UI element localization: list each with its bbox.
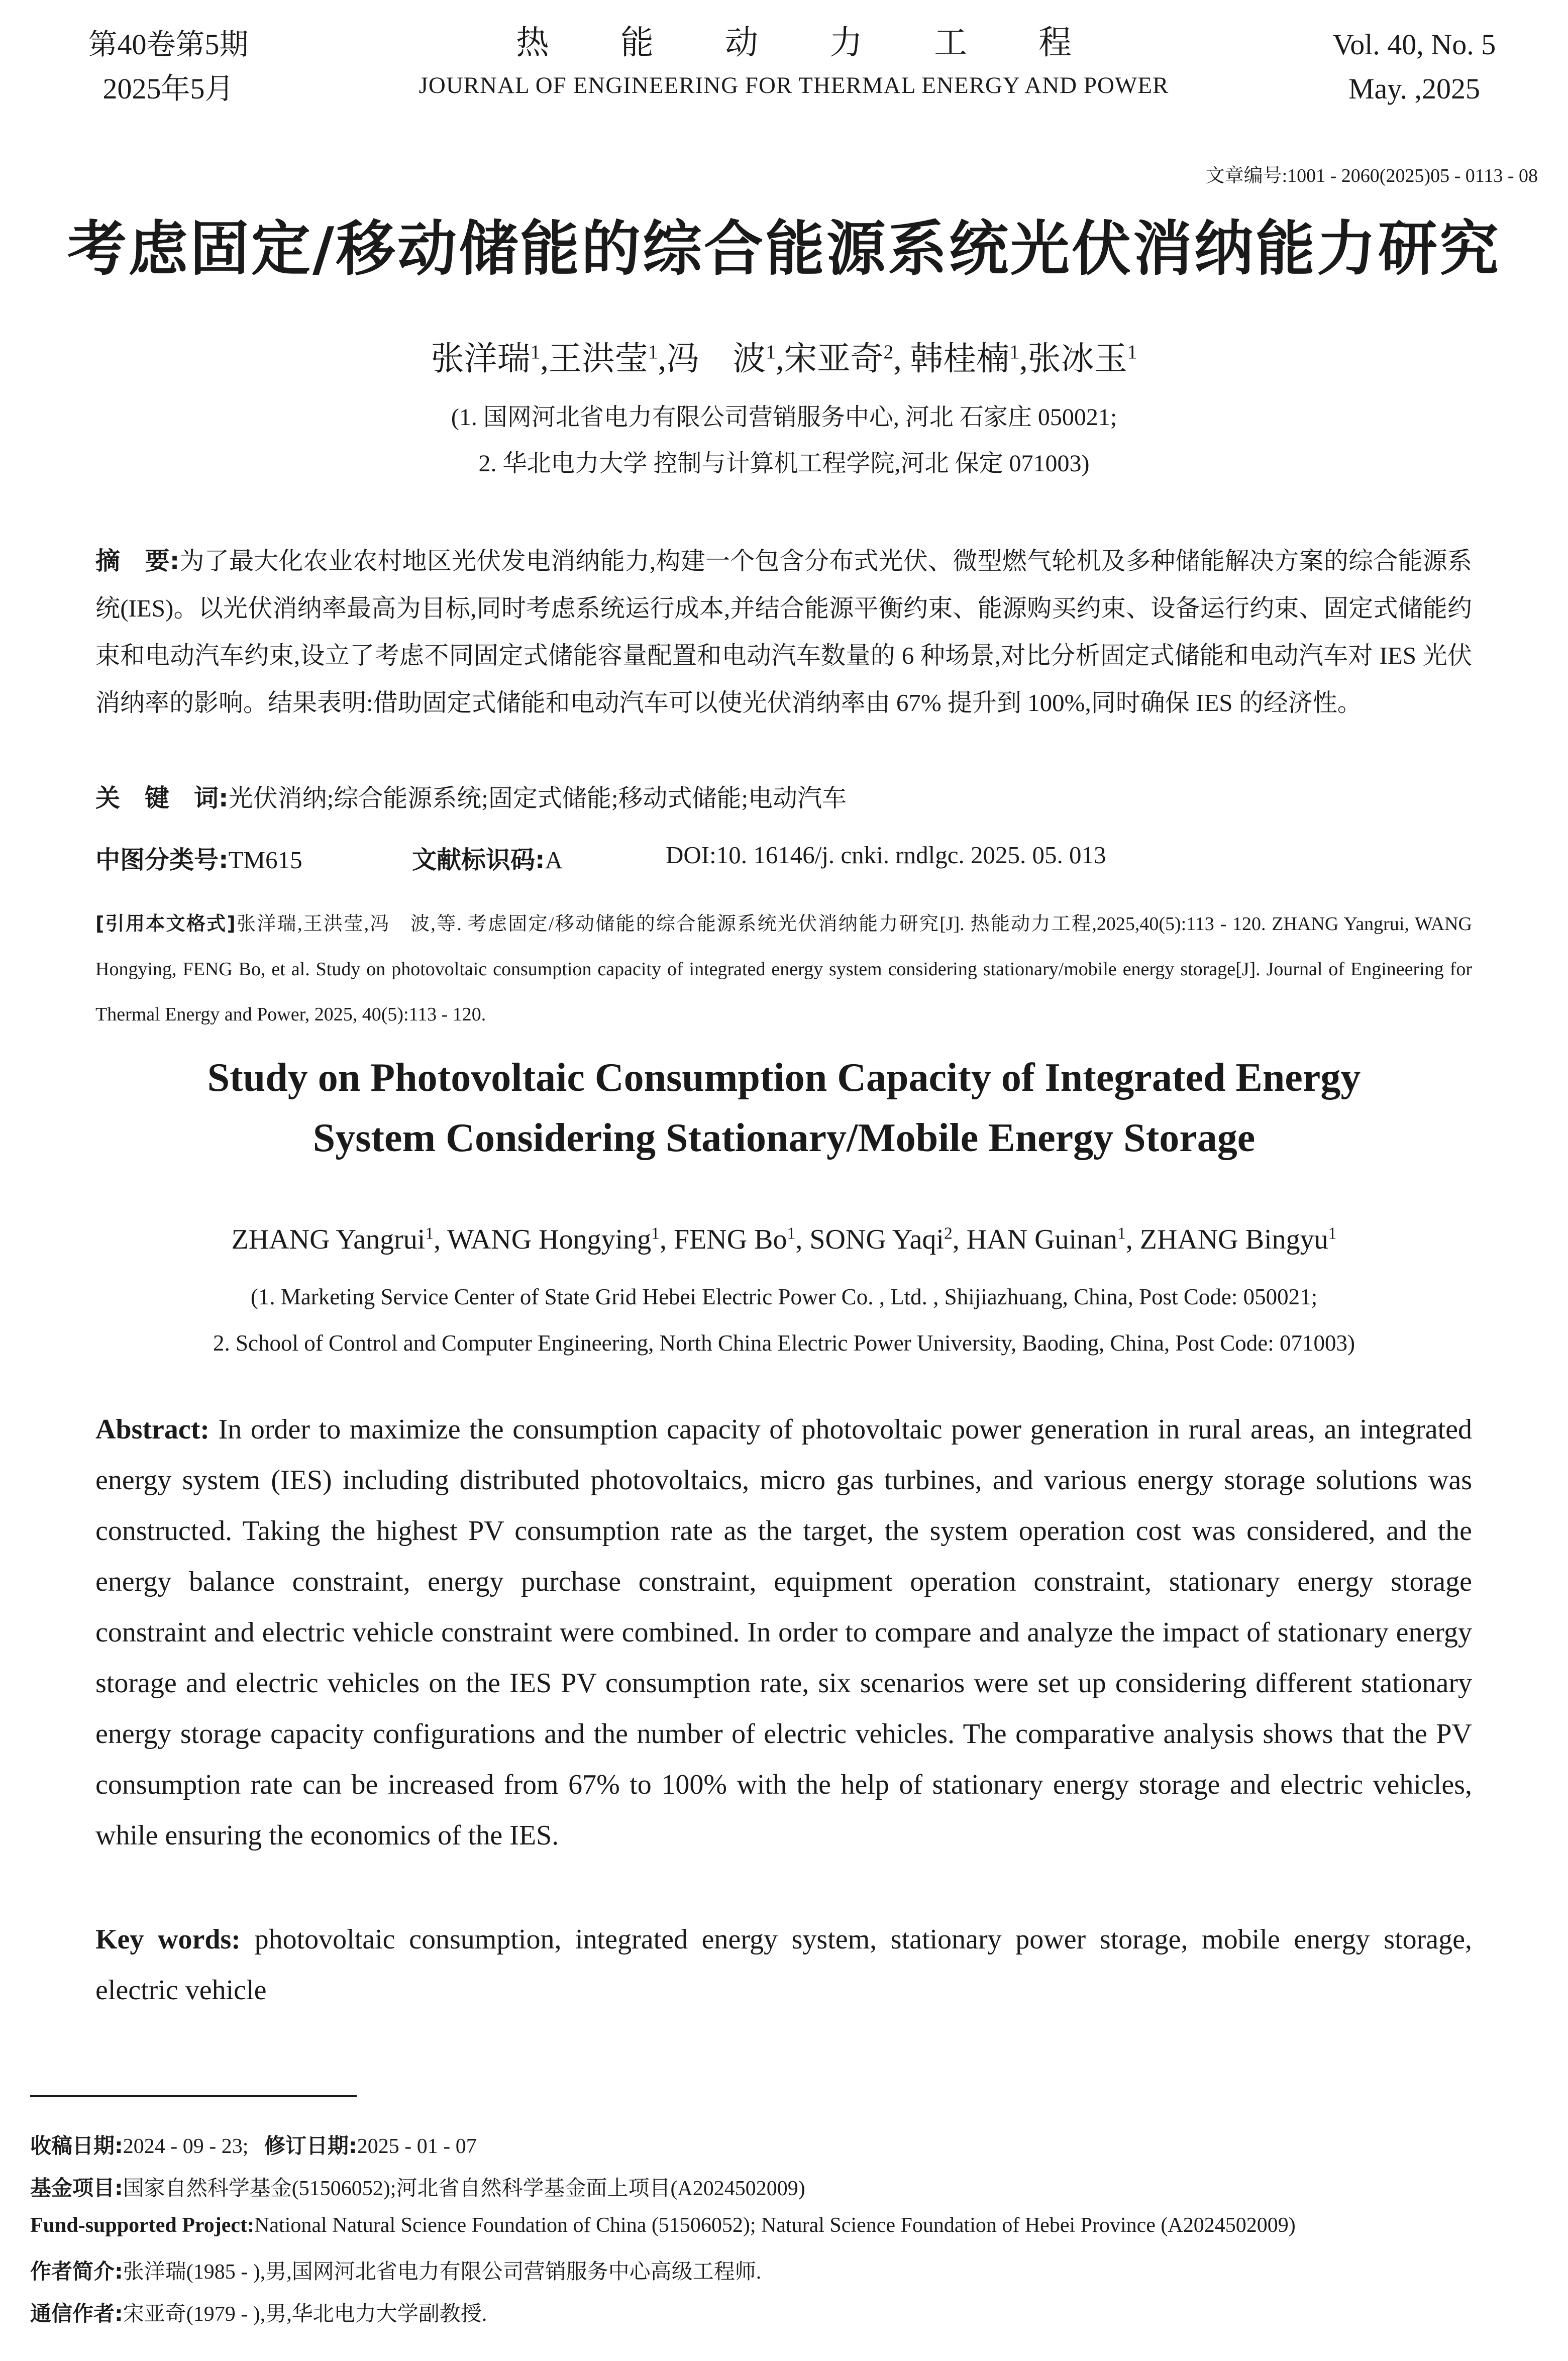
citation-label: [引用本文格式] xyxy=(95,912,236,935)
author-en: FENG Bo xyxy=(673,1224,787,1255)
doc-code-value: A xyxy=(545,846,563,874)
author-en: ZHANG Bingyu xyxy=(1139,1224,1328,1255)
author-bio xyxy=(30,2255,1547,2285)
abstract-en xyxy=(95,1404,1472,1861)
revised-label: 修订日期: xyxy=(264,2133,357,2158)
citation-text: 张洋瑞,王洪莹,冯 波,等. 考虑固定/移动储能的综合能源系统光伏消纳能力研究[J]. 热能动力工程,2025,40(5):113 - 120. ZHANG Yangrui, WANG Hongying, FENG Bo, et al. Study on photovoltaic consumption capacity of integrated energy system considering stationary/mobile energy storage[J]. Journal of Engineering for Thermal Energy and Power, 2025, 40(5):113 - 120. xyxy=(95,913,1472,1025)
author-cn: 宋亚奇 xyxy=(784,341,884,377)
author-cn: 张洋瑞 xyxy=(431,341,531,377)
affiliations-en xyxy=(0,1274,1568,1366)
author-en: WANG Hongying xyxy=(447,1224,652,1255)
journal-masthead xyxy=(362,20,1226,106)
abstract-cn-text: 为了最大化农业农村地区光伏发电消纳能力,构建一个包含分布式光伏、微型燃气轮机及多种储能解决方案的综合能源系统(IES)。以光伏消纳率最高为目标,同时考虑系统运行成本,并结合能源平衡约束、能源购买约束、设备运行约束、固定式储能约束和电动汽车约束,设立了考虑不同固定式储能容量配置和电动汽车数量的 6 种场景,对比分析固定式储能和电动汽车对 IES 光伏消纳率的影响。结果表明:借助固定式储能和电动汽车可以使光伏消纳率由 67% 提升到 100%,同时确保 IES 的经济性。 xyxy=(95,547,1472,716)
doc-code-label: 文献标识码: xyxy=(412,846,545,874)
authors-en: ZHANG Yangrui$^1$, WANG Hongying$^1$, FENG Bo$^1$, SONG Yaqi$^2$, HAN Guinan$^1$, ZHANG Bingyu$^1$ xyxy=(231,1224,1337,1255)
footnote-rule xyxy=(30,2095,357,2097)
doi: DOI:10. 16146/j. cnki. rndlgc. 2025. 05. 013 xyxy=(666,841,1106,869)
doc-code xyxy=(412,841,563,876)
fund-cn-label: 基金项目: xyxy=(30,2176,123,2200)
received-date: 2024 - 09 - 23; xyxy=(123,2135,249,2158)
author-en: SONG Yaqi xyxy=(809,1224,944,1255)
abstract-cn-label: 摘 要: xyxy=(95,547,180,575)
issue-date-en: May. ,2025 xyxy=(1348,72,1481,105)
affiliation-cn-2: 2. 华北电力大学 控制与计算机工程学院,河北 保定 071003) xyxy=(478,450,1090,477)
authors-cn: 张洋瑞$^1$,王洪莹$^1$,冯 波$^1$,宋亚奇$^2$, 韩桂楠$^1$,张冰玉$^1$ xyxy=(431,341,1137,377)
affiliation-en-1: (1. Marketing Service Center of State Grid Hebei Electric Power Co. , Ltd. , Shijiazhuang, China, Post Code: 050021; xyxy=(250,1284,1318,1309)
fund-cn-text: 国家自然科学基金(51506052);河北省自然科学基金面上项目(A2024502009) xyxy=(123,2177,805,2200)
author-cn: 韩桂楠 xyxy=(910,341,1010,377)
title-en-line-1: Study on Photovoltaic Consumption Capacity of Integrated Energy xyxy=(207,1056,1361,1100)
author-en: HAN Guinan xyxy=(966,1224,1117,1255)
issue-info-en xyxy=(1301,23,1527,111)
issue-date-cn: 2025年5月 xyxy=(102,72,234,105)
affiliation-en-2: 2. School of Control and Computer Engineering, North China Electric Power University, Baoding, China, Post Code: 071003) xyxy=(213,1330,1355,1356)
keywords-en-label: Key words: xyxy=(95,1924,241,1955)
fund-cn xyxy=(30,2172,1547,2202)
title-cn: 考虑固定/移动储能的综合能源系统光伏消纳能力研究 xyxy=(67,214,1501,283)
abstract-cn xyxy=(95,538,1472,727)
author-cn: 张冰玉 xyxy=(1027,341,1127,377)
author-bio-text: 张洋瑞(1985 - ),男,国网河北省电力有限公司营销服务中心高级工程师. xyxy=(123,2261,762,2284)
keywords-en-text: photovoltaic consumption, integrated energy system, stationary power storage, mobile energy storage, electric vehicle xyxy=(95,1924,1473,2006)
clc-value: TM615 xyxy=(228,846,302,874)
title-en-line-2: System Considering Stationary/Mobile Energy Storage xyxy=(312,1116,1256,1160)
issue-info-cn xyxy=(58,23,279,111)
corresponding-author-label: 通信作者: xyxy=(30,2301,123,2326)
corresponding-author-text: 宋亚奇(1979 - ),男,华北电力大学副教授. xyxy=(123,2303,487,2326)
author-bio-label: 作者简介: xyxy=(30,2259,123,2284)
fund-en-label: Fund-supported Project: xyxy=(30,2214,255,2237)
author-cn: 冯 波 xyxy=(666,341,766,377)
author-en: ZHANG Yangrui xyxy=(231,1224,426,1255)
keywords-cn-text: 光伏消纳;综合能源系统;固定式储能;移动式储能;电动汽车 xyxy=(228,784,847,812)
keywords-cn-label: 关 键 词: xyxy=(95,784,229,812)
volume-number-en: Vol. 40, No. 5 xyxy=(1332,28,1496,61)
journal-name-cn: 热能动力工程 xyxy=(516,23,1143,62)
affiliation-cn-1: (1. 国网河北省电力有限公司营销服务中心, 河北 石家庄 050021; xyxy=(451,404,1117,431)
citation xyxy=(95,901,1472,1037)
title-en xyxy=(0,1048,1568,1168)
article-number: 文章编号:1001 - 2060(2025)05 - 0113 - 08 xyxy=(1205,165,1538,186)
received-dates xyxy=(30,2129,1547,2160)
fund-en-text: National Natural Science Foundation of China (51506052); Natural Science Foundation of Hebei Province (A2024502009) xyxy=(254,2214,1296,2237)
issue-number-cn: 第40卷第5期 xyxy=(88,28,249,61)
classification-row xyxy=(95,841,302,876)
corresponding-author xyxy=(30,2297,1547,2327)
journal-name-en: JOURNAL OF ENGINEERING FOR THERMAL ENERGY AND POWER xyxy=(419,72,1169,98)
abstract-en-text: In order to maximize the consumption capacity of photovoltaic power generation in rural areas, an integrated energy system (IES) including distributed photovoltaics, micro gas turbines, and various energy storage solutions was constructed. Taking the highest PV consumption rate as the target, the system operation cost was considered, and the energy balance constraint, energy purchase constraint, equipment operation constraint, stationary energy storage constraint and electric vehicle constraint were combined. In order to compare and analyze the impact of stationary energy storage and electric vehicles on the IES PV consumption rate, six scenarios were set up considering different stationary energy storage capacity configurations and the number of electric vehicles. The comparative analysis shows that the PV consumption rate can be increased from 67% to 100% with the help of stationary energy storage and electric vehicles, while ensuring the economics of the IES. xyxy=(95,1414,1472,1851)
affiliations-cn xyxy=(0,394,1568,487)
revised-date: 2025 - 01 - 07 xyxy=(357,2135,477,2158)
received-label: 收稿日期: xyxy=(30,2133,123,2158)
abstract-en-label: Abstract: xyxy=(95,1414,210,1445)
keywords-cn xyxy=(95,779,847,814)
clc-label: 中图分类号: xyxy=(95,846,229,874)
fund-en xyxy=(30,2213,1547,2237)
author-cn: 王洪莹 xyxy=(548,341,648,377)
keywords-en xyxy=(95,1914,1472,2016)
